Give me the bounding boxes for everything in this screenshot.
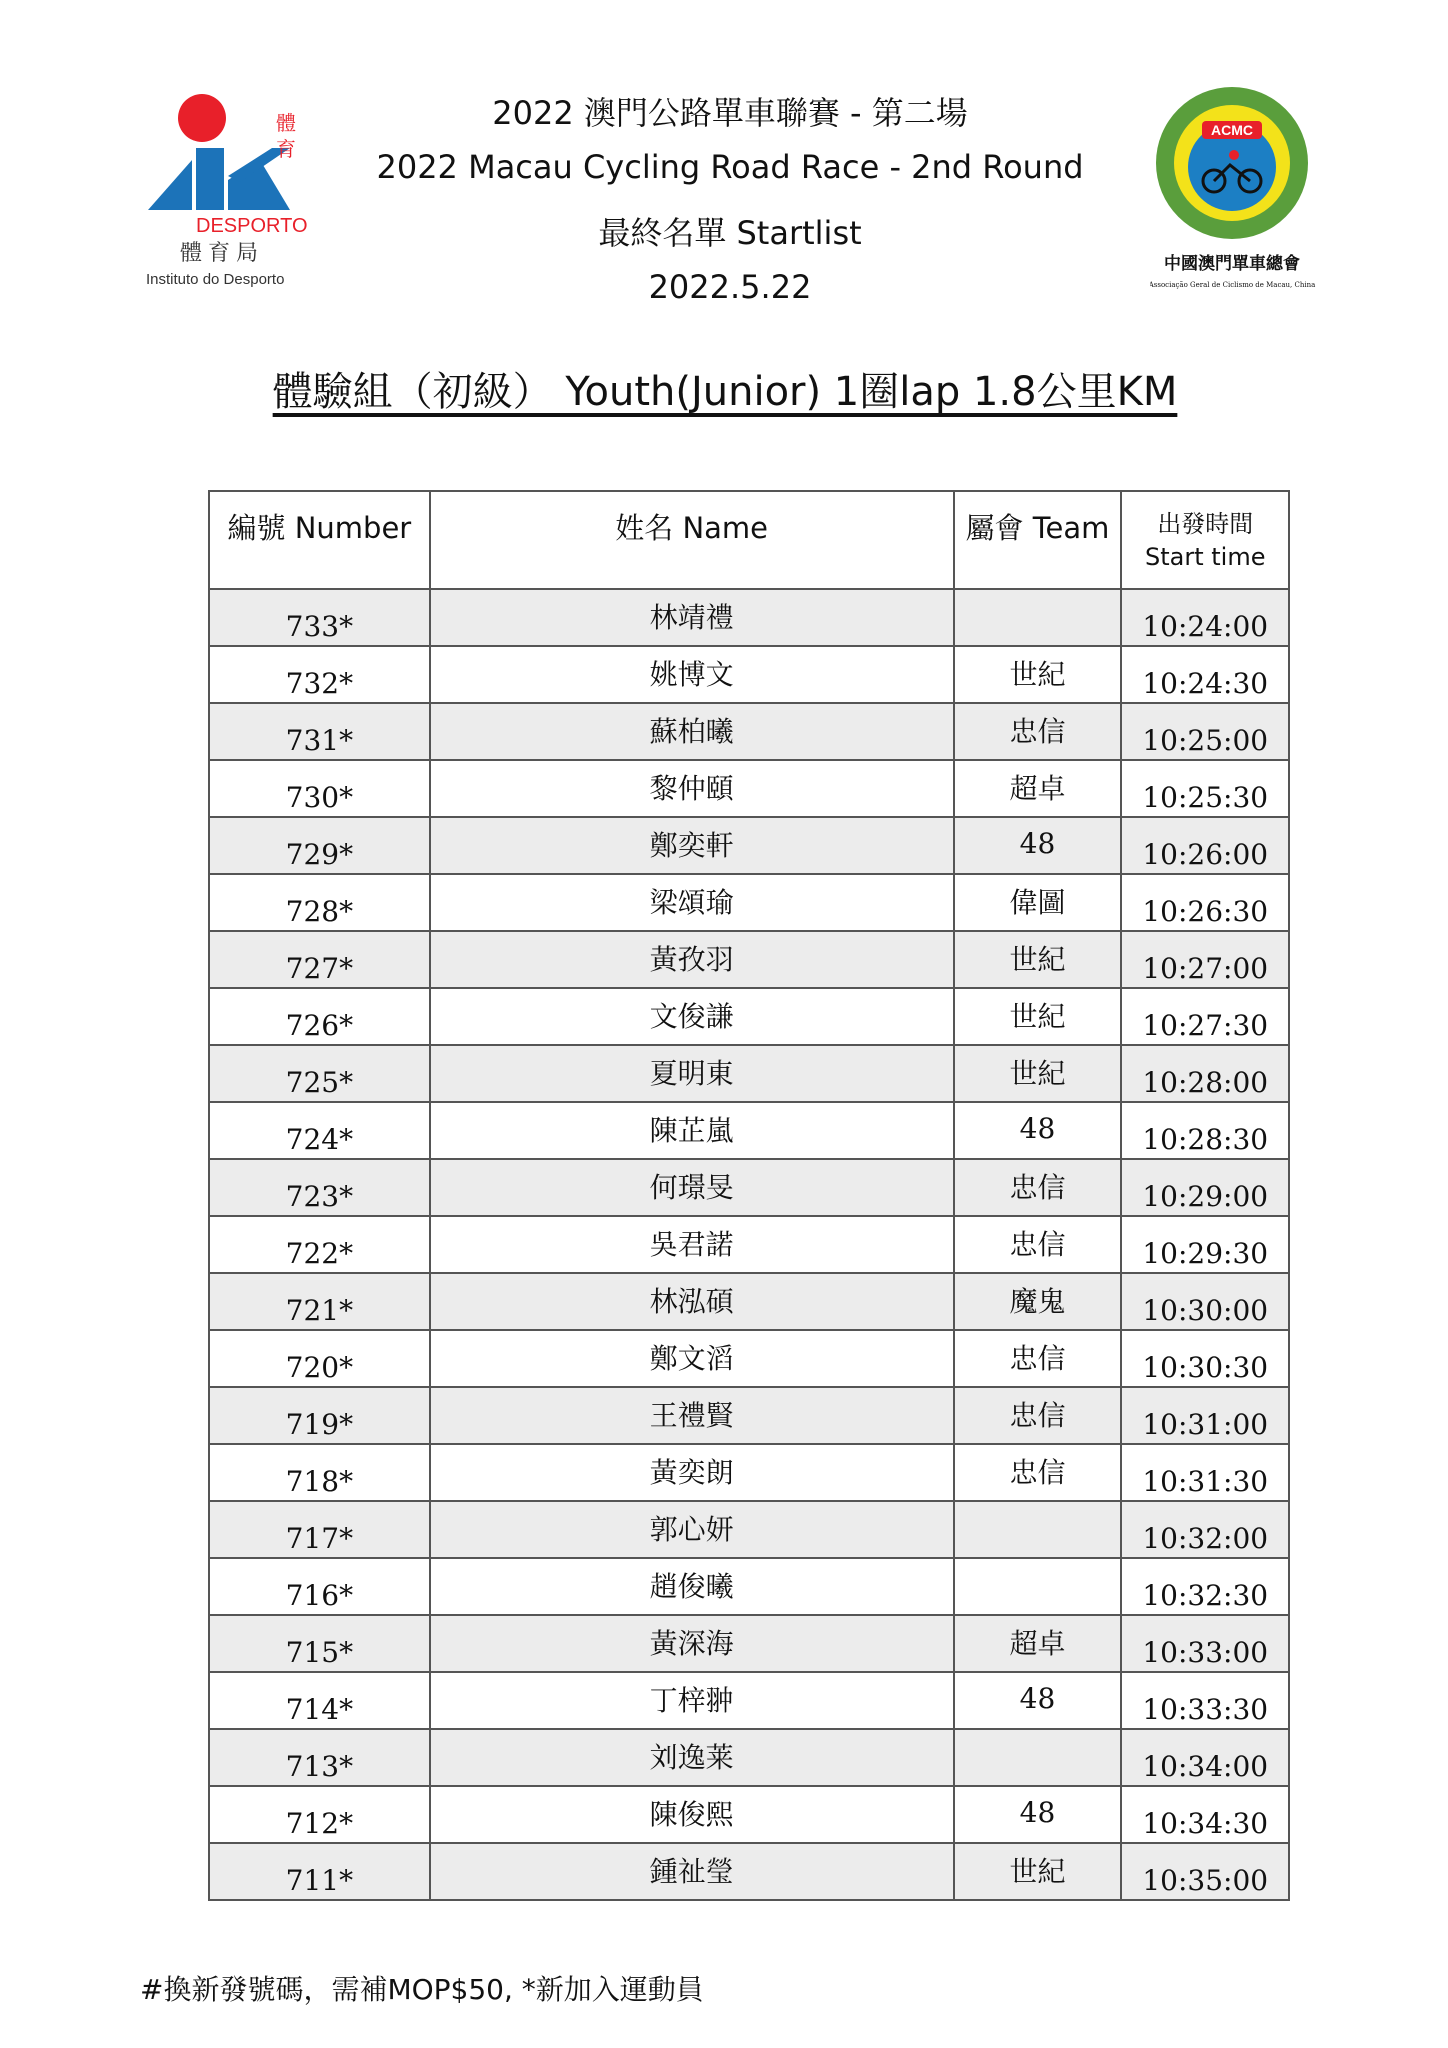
num-cell: 726* <box>209 988 430 1045</box>
table-row <box>209 1558 1289 1615</box>
acmc-badge-text: ACMC <box>1211 122 1253 138</box>
num-cell: 720* <box>209 1330 430 1387</box>
name-cell: 鄭文滔 <box>430 1330 954 1387</box>
team-cell: 超卓 <box>954 760 1122 817</box>
logo-org-zh: 體育局 <box>180 241 265 266</box>
team-cell: 世紀 <box>954 988 1122 1045</box>
num-cell: 728* <box>209 874 430 931</box>
team-cell: 世紀 <box>954 646 1122 703</box>
team-cell <box>954 1729 1122 1786</box>
acmc-org-zh: 中國澳門單車總會 <box>1164 254 1300 274</box>
num-cell: 725* <box>209 1045 430 1102</box>
acmc-logo <box>1150 85 1320 295</box>
time-cell: 10:32:00 <box>1121 1501 1289 1558</box>
name-cell: 丁梓翀 <box>430 1672 954 1729</box>
table-row <box>209 874 1289 931</box>
name-cell: 陳俊熙 <box>430 1786 954 1843</box>
table-row <box>209 1045 1289 1102</box>
name-cell: 王禮賢 <box>430 1387 954 1444</box>
time-cell: 10:27:30 <box>1121 988 1289 1045</box>
num-cell: 730* <box>209 760 430 817</box>
num-cell: 724* <box>209 1102 430 1159</box>
team-cell: 忠信 <box>954 1159 1122 1216</box>
name-cell: 鍾祉瑩 <box>430 1843 954 1900</box>
time-cell: 10:30:00 <box>1121 1273 1289 1330</box>
table-row <box>209 931 1289 988</box>
time-cell: 10:34:00 <box>1121 1729 1289 1786</box>
team-cell: 48 <box>954 1786 1122 1843</box>
header-time-en: Start time <box>1144 543 1266 571</box>
time-cell: 10:24:30 <box>1121 646 1289 703</box>
time-cell: 10:29:00 <box>1121 1159 1289 1216</box>
name-cell: 文俊謙 <box>430 988 954 1045</box>
name-cell: 黃孜羽 <box>430 931 954 988</box>
num-cell: 711* <box>209 1843 430 1900</box>
team-cell <box>954 1501 1122 1558</box>
table-row <box>209 760 1289 817</box>
num-cell: 716* <box>209 1558 430 1615</box>
num-cell: 717* <box>209 1501 430 1558</box>
name-cell: 何璟旻 <box>430 1159 954 1216</box>
name-cell: 梁頌瑜 <box>430 874 954 931</box>
table-row <box>209 1729 1289 1786</box>
team-cell: 48 <box>954 1672 1122 1729</box>
team-cell: 48 <box>954 1102 1122 1159</box>
table-row <box>209 1102 1289 1159</box>
team-cell: 忠信 <box>954 1216 1122 1273</box>
num-cell: 721* <box>209 1273 430 1330</box>
team-cell: 世紀 <box>954 1045 1122 1102</box>
time-cell: 10:25:00 <box>1121 703 1289 760</box>
time-cell: 10:31:00 <box>1121 1387 1289 1444</box>
num-cell: 715* <box>209 1615 430 1672</box>
instituto-do-desporto-logo <box>140 90 320 290</box>
table-row <box>209 589 1289 646</box>
name-cell: 郭心妍 <box>430 1501 954 1558</box>
name-cell: 鄭奕軒 <box>430 817 954 874</box>
time-cell: 10:33:00 <box>1121 1615 1289 1672</box>
num-cell: 719* <box>209 1387 430 1444</box>
team-cell: 忠信 <box>954 703 1122 760</box>
table-row <box>209 646 1289 703</box>
name-cell: 黃奕朗 <box>430 1444 954 1501</box>
name-cell: 林泓碩 <box>430 1273 954 1330</box>
name-cell: 趙俊曦 <box>430 1558 954 1615</box>
team-cell: 忠信 <box>954 1444 1122 1501</box>
header-team: 屬會 Team <box>954 491 1122 589</box>
event-title-en: 2022 Macau Cycling Road Race - 2nd Round <box>376 148 1084 186</box>
name-cell: 陳芷嵐 <box>430 1102 954 1159</box>
time-cell: 10:31:30 <box>1121 1444 1289 1501</box>
name-cell: 刘逸莱 <box>430 1729 954 1786</box>
num-cell: 718* <box>209 1444 430 1501</box>
table-row <box>209 703 1289 760</box>
acmc-org-pt: Associação Geral de Ciclismo de Macau, China <box>1150 281 1316 289</box>
logo-brand-text: DESPORTO <box>196 215 308 237</box>
table-row <box>209 1273 1289 1330</box>
category-title: 體驗組（初級） Youth(Junior) 1圈lap 1.8公里KM <box>272 369 1178 415</box>
table-row <box>209 1216 1289 1273</box>
footer-note: #換新發號碼，需補MOP$50, *新加入運動員 <box>140 1973 704 2006</box>
name-cell: 夏明東 <box>430 1045 954 1102</box>
table-row <box>209 1444 1289 1501</box>
table-row <box>209 1843 1289 1900</box>
table-row <box>209 1159 1289 1216</box>
time-cell: 10:28:30 <box>1121 1102 1289 1159</box>
table-row <box>209 817 1289 874</box>
time-cell: 10:26:00 <box>1121 817 1289 874</box>
header-number: 編號 Number <box>209 491 430 589</box>
team-cell <box>954 1558 1122 1615</box>
time-cell: 10:27:00 <box>1121 931 1289 988</box>
time-cell: 10:35:00 <box>1121 1843 1289 1900</box>
num-cell: 712* <box>209 1786 430 1843</box>
time-cell: 10:25:30 <box>1121 760 1289 817</box>
table-row <box>209 1501 1289 1558</box>
table-row <box>209 1387 1289 1444</box>
name-cell: 吳君諾 <box>430 1216 954 1273</box>
table-header-row <box>209 491 1289 589</box>
name-cell: 蘇柏曦 <box>430 703 954 760</box>
logo-org-pt: Instituto do Desporto <box>146 271 285 288</box>
time-cell: 10:28:00 <box>1121 1045 1289 1102</box>
event-date: 2022.5.22 <box>648 268 812 306</box>
name-cell: 黎仲頤 <box>430 760 954 817</box>
logo-char-1: 體 <box>276 111 296 135</box>
logo-char-2: 育 <box>276 137 296 161</box>
team-cell: 48 <box>954 817 1122 874</box>
team-cell: 偉圖 <box>954 874 1122 931</box>
event-title-zh: 2022 澳門公路單車聯賽 - 第二場 <box>492 94 968 132</box>
num-cell: 729* <box>209 817 430 874</box>
num-cell: 733* <box>209 589 430 646</box>
acmc-badge-icon <box>1150 85 1320 295</box>
time-cell: 10:32:30 <box>1121 1558 1289 1615</box>
startlist-table <box>208 490 1290 1901</box>
header-start-time <box>1121 491 1289 589</box>
table-row <box>209 1330 1289 1387</box>
team-cell <box>954 589 1122 646</box>
num-cell: 714* <box>209 1672 430 1729</box>
name-cell: 姚博文 <box>430 646 954 703</box>
table-row <box>209 1786 1289 1843</box>
num-cell: 722* <box>209 1216 430 1273</box>
num-cell: 732* <box>209 646 430 703</box>
time-cell: 10:30:30 <box>1121 1330 1289 1387</box>
team-cell: 忠信 <box>954 1330 1122 1387</box>
num-cell: 731* <box>209 703 430 760</box>
team-cell: 世紀 <box>954 1843 1122 1900</box>
desporto-emblem-icon <box>140 90 320 290</box>
num-cell: 723* <box>209 1159 430 1216</box>
time-cell: 10:34:30 <box>1121 1786 1289 1843</box>
team-cell: 魔鬼 <box>954 1273 1122 1330</box>
name-cell: 黃深海 <box>430 1615 954 1672</box>
time-cell: 10:24:00 <box>1121 589 1289 646</box>
startlist-subtitle: 最終名單 Startlist <box>598 214 862 252</box>
name-cell: 林靖禮 <box>430 589 954 646</box>
team-cell: 世紀 <box>954 931 1122 988</box>
table-row <box>209 1615 1289 1672</box>
num-cell: 713* <box>209 1729 430 1786</box>
time-cell: 10:26:30 <box>1121 874 1289 931</box>
time-cell: 10:33:30 <box>1121 1672 1289 1729</box>
header-name: 姓名 Name <box>430 491 954 589</box>
table-row <box>209 1672 1289 1729</box>
time-cell: 10:29:30 <box>1121 1216 1289 1273</box>
team-cell: 忠信 <box>954 1387 1122 1444</box>
num-cell: 727* <box>209 931 430 988</box>
table-row <box>209 988 1289 1045</box>
header-time-zh: 出發時間 <box>1157 510 1254 538</box>
team-cell: 超卓 <box>954 1615 1122 1672</box>
